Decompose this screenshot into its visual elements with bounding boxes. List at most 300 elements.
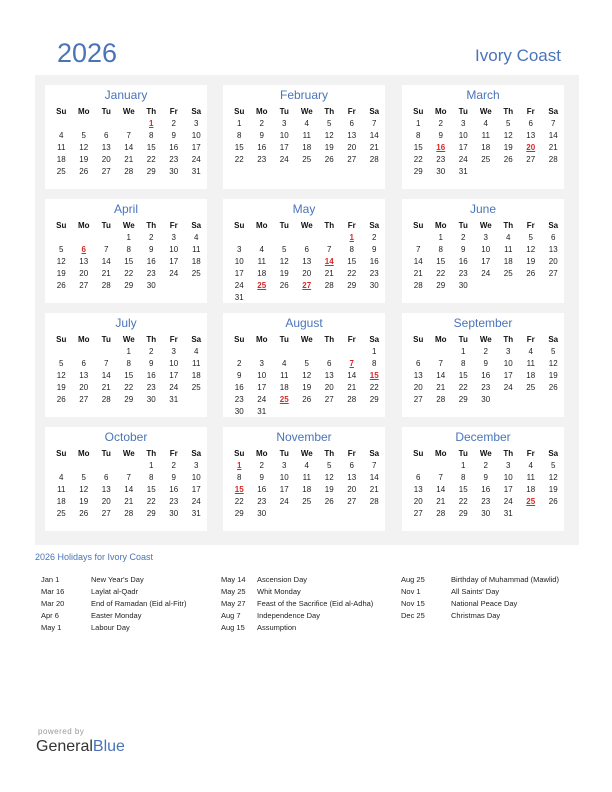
day-cell: 22 <box>146 497 156 506</box>
day-cell: 29 <box>458 509 468 518</box>
day-cell: 15 <box>124 257 134 266</box>
weekday-header: Tu <box>279 449 289 458</box>
month-name: February <box>279 88 329 102</box>
day-cell: 30 <box>481 395 491 404</box>
holidays-title: 2026 Holidays for Ivory Coast <box>35 552 154 562</box>
day-cell: 23 <box>146 269 156 278</box>
day-cell: 30 <box>169 509 179 518</box>
day-cell: 2 <box>149 233 154 242</box>
day-cell: 9 <box>259 473 264 482</box>
day-cell: 3 <box>171 347 176 356</box>
day-cell: 11 <box>192 245 201 254</box>
weekday-header: Mo <box>255 107 268 116</box>
day-cell: 14 <box>347 371 357 380</box>
day-cell: 2 <box>483 347 488 356</box>
day-cell: 11 <box>280 371 289 380</box>
day-cell: 31 <box>503 509 513 518</box>
holiday-row <box>221 574 373 586</box>
day-grid <box>228 448 386 520</box>
day-cell: 3 <box>282 119 287 128</box>
day-cell: 24 <box>503 383 513 392</box>
day-cell: 17 <box>503 371 513 380</box>
day-cell: 27 <box>347 497 357 506</box>
day-cell: 25 <box>526 383 536 392</box>
day-cell: 26 <box>56 395 66 404</box>
empty-cell <box>318 346 341 358</box>
holiday-row <box>221 586 373 598</box>
day-cell: 23 <box>257 155 267 164</box>
day-cell: 15 <box>436 257 446 266</box>
month-may <box>223 199 385 303</box>
day-cell: 24 <box>458 155 468 164</box>
weekday-header: Th <box>146 335 157 344</box>
holiday-date: Aug 25 <box>401 575 425 584</box>
day-cell: 24 <box>257 395 267 404</box>
day-cell: 6 <box>304 245 309 254</box>
day-cell: 30 <box>146 395 156 404</box>
month-august <box>223 313 385 417</box>
empty-cell <box>118 118 141 130</box>
day-cell: 17 <box>503 485 513 494</box>
day-cell: 21 <box>324 269 334 278</box>
day-cell: 7 <box>372 461 377 470</box>
day-grid <box>407 334 565 406</box>
weekday-header: Fr <box>526 449 535 458</box>
day-cell: 18 <box>56 497 66 506</box>
day-cell: 18 <box>257 269 267 278</box>
day-cell: 14 <box>369 473 379 482</box>
day-cell: 8 <box>237 473 242 482</box>
holiday-date: May 14 <box>221 575 246 584</box>
day-cell: 30 <box>234 407 244 416</box>
holiday-row <box>401 586 559 598</box>
empty-cell <box>228 232 251 244</box>
day-cell: 18 <box>279 383 289 392</box>
empty-cell <box>430 346 453 358</box>
day-cell: 7 <box>104 245 109 254</box>
day-cell: 11 <box>57 485 66 494</box>
day-cell: 27 <box>101 509 111 518</box>
day-cell: 18 <box>191 257 201 266</box>
day-cell: 3 <box>506 347 511 356</box>
empty-cell <box>341 346 364 358</box>
day-cell: 23 <box>169 497 179 506</box>
day-cell: 3 <box>282 461 287 470</box>
day-cell: 2 <box>372 233 377 242</box>
day-cell: 20 <box>79 383 89 392</box>
day-cell: 17 <box>191 485 201 494</box>
month-june <box>402 199 564 303</box>
holiday-row <box>41 622 186 634</box>
day-cell: 27 <box>79 281 89 290</box>
day-cell: 16 <box>481 485 491 494</box>
weekday-header: Fr <box>347 449 356 458</box>
weekday-header: We <box>122 221 135 230</box>
day-cell: 22 <box>124 383 134 392</box>
month-january <box>45 85 207 189</box>
day-cell: 17 <box>458 143 468 152</box>
month-december <box>402 427 564 531</box>
day-cell: 3 <box>483 233 488 242</box>
day-cell: 1 <box>461 347 466 356</box>
day-cell: 14 <box>124 143 134 152</box>
day-cell: 29 <box>458 395 468 404</box>
day-cell: 17 <box>234 269 244 278</box>
day-cell: 5 <box>551 461 556 470</box>
weekday-header: Th <box>324 449 335 458</box>
day-grid <box>228 220 386 304</box>
day-cell: 19 <box>56 269 66 278</box>
generalblue-logo[interactable] <box>36 738 125 756</box>
weekday-header: Th <box>503 335 514 344</box>
day-cell: 12 <box>548 359 558 368</box>
day-cell: 20 <box>324 383 334 392</box>
day-cell: 28 <box>369 497 379 506</box>
day-cell: 14 <box>436 371 446 380</box>
day-cell: 13 <box>347 473 357 482</box>
day-cell: 5 <box>59 359 64 368</box>
day-cell: 1 <box>126 233 131 242</box>
day-cell: 24 <box>234 281 244 290</box>
day-cell: 7 <box>372 119 377 128</box>
day-cell: 28 <box>124 509 134 518</box>
day-cell: 8 <box>149 473 154 482</box>
weekday-header: Sa <box>369 449 380 458</box>
day-cell: 12 <box>302 371 312 380</box>
day-cell: 6 <box>551 233 556 242</box>
day-cell: 7 <box>551 119 556 128</box>
weekday-header: Sa <box>191 221 202 230</box>
holiday-day-cell: 6 <box>81 245 86 254</box>
day-cell: 1 <box>237 119 242 128</box>
day-cell: 5 <box>81 473 86 482</box>
month-name: April <box>113 202 138 216</box>
weekday-header: Fr <box>169 449 178 458</box>
month-march <box>402 85 564 189</box>
day-cell: 11 <box>504 245 513 254</box>
day-cell: 18 <box>526 485 536 494</box>
weekday-header: Tu <box>458 449 468 458</box>
day-cell: 15 <box>146 485 156 494</box>
day-cell: 23 <box>257 497 267 506</box>
day-cell: 13 <box>526 131 536 140</box>
day-cell: 19 <box>324 485 334 494</box>
empty-cell <box>73 460 96 472</box>
day-cell: 5 <box>304 359 309 368</box>
holiday-name: Ascension Day <box>257 575 308 584</box>
day-cell: 17 <box>279 143 289 152</box>
weekday-header: Sa <box>369 107 380 116</box>
day-cell: 15 <box>124 371 134 380</box>
day-cell: 10 <box>279 131 289 140</box>
day-cell: 19 <box>56 383 66 392</box>
day-cell: 10 <box>169 245 179 254</box>
holiday-date: Mar 16 <box>41 587 65 596</box>
holiday-day-cell: 1 <box>149 119 154 128</box>
day-cell: 4 <box>194 347 199 356</box>
weekday-header: Mo <box>77 449 90 458</box>
weekday-header: We <box>300 449 313 458</box>
weekday-header: Sa <box>191 449 202 458</box>
day-cell: 6 <box>349 119 354 128</box>
day-cell: 29 <box>124 395 134 404</box>
day-cell: 21 <box>347 383 357 392</box>
weekday-header: Sa <box>548 107 559 116</box>
day-cell: 12 <box>324 131 334 140</box>
day-cell: 2 <box>149 347 154 356</box>
day-grid <box>50 220 208 292</box>
day-cell: 20 <box>548 257 558 266</box>
day-cell: 17 <box>169 371 179 380</box>
weekday-header: Fr <box>526 335 535 344</box>
holiday-row <box>221 610 373 622</box>
day-cell: 26 <box>79 509 89 518</box>
month-february <box>223 85 385 189</box>
day-cell: 25 <box>503 269 513 278</box>
holiday-date: Jan 1 <box>41 575 60 584</box>
weekday-header: Su <box>56 221 67 230</box>
weekday-header: Sa <box>548 449 559 458</box>
weekday-header: Sa <box>369 221 380 230</box>
weekday-header: Sa <box>548 335 559 344</box>
day-cell: 3 <box>194 119 199 128</box>
day-cell: 22 <box>234 497 244 506</box>
day-cell: 21 <box>436 383 446 392</box>
day-cell: 13 <box>101 485 111 494</box>
day-cell: 12 <box>79 143 89 152</box>
day-grid <box>228 106 386 166</box>
day-cell: 24 <box>503 497 513 506</box>
weekday-header: Su <box>234 449 245 458</box>
weekday-header: Su <box>234 335 245 344</box>
day-cell: 13 <box>413 371 423 380</box>
weekday-header: Sa <box>191 107 202 116</box>
empty-cell <box>50 346 73 358</box>
holiday-day-cell: 25 <box>257 281 267 290</box>
day-cell: 20 <box>79 269 89 278</box>
holiday-day-cell: 1 <box>349 233 354 242</box>
empty-cell <box>95 460 118 472</box>
country-title: Ivory Coast <box>475 46 561 65</box>
holiday-row <box>401 610 559 622</box>
day-cell: 5 <box>327 119 332 128</box>
day-cell: 11 <box>526 473 535 482</box>
weekday-header: Fr <box>347 221 356 230</box>
day-cell: 11 <box>257 257 266 266</box>
empty-cell <box>407 232 430 244</box>
month-name: August <box>285 316 323 330</box>
day-cell: 19 <box>324 143 334 152</box>
day-cell: 7 <box>416 245 421 254</box>
day-cell: 5 <box>551 347 556 356</box>
day-cell: 18 <box>56 155 66 164</box>
holiday-name: Feast of the Sacrifice (Eid al-Adha) <box>257 599 374 608</box>
day-cell: 4 <box>506 233 511 242</box>
day-cell: 30 <box>369 281 379 290</box>
day-cell: 31 <box>169 395 179 404</box>
day-cell: 2 <box>259 461 264 470</box>
logo-general-text: General <box>36 738 93 755</box>
day-cell: 11 <box>302 131 311 140</box>
day-cell: 29 <box>369 395 379 404</box>
weekday-header: Tu <box>101 107 111 116</box>
day-cell: 20 <box>101 497 111 506</box>
month-name: July <box>115 316 137 330</box>
day-cell: 8 <box>372 359 377 368</box>
day-cell: 30 <box>436 167 446 176</box>
day-cell: 10 <box>191 473 201 482</box>
weekday-header: Su <box>234 107 245 116</box>
weekday-header: Mo <box>255 221 268 230</box>
day-cell: 3 <box>171 233 176 242</box>
month-name: March <box>466 88 500 102</box>
day-cell: 14 <box>548 131 558 140</box>
day-cell: 16 <box>481 371 491 380</box>
empty-cell <box>430 460 453 472</box>
weekday-header: Mo <box>77 335 90 344</box>
day-grid <box>50 106 208 178</box>
day-cell: 15 <box>413 143 423 152</box>
day-cell: 24 <box>169 383 179 392</box>
day-cell: 22 <box>124 269 134 278</box>
day-cell: 19 <box>279 269 289 278</box>
day-cell: 12 <box>503 131 513 140</box>
day-cell: 13 <box>79 257 89 266</box>
day-cell: 12 <box>56 371 66 380</box>
day-cell: 30 <box>481 509 491 518</box>
day-cell: 6 <box>104 131 109 140</box>
day-cell: 8 <box>349 245 354 254</box>
day-cell: 23 <box>436 155 446 164</box>
holiday-day-cell: 25 <box>279 395 289 404</box>
weekday-header: We <box>479 449 492 458</box>
holiday-date: Apr 6 <box>41 611 59 620</box>
weekday-header: Sa <box>369 335 380 344</box>
day-cell: 9 <box>149 245 154 254</box>
day-cell: 2 <box>461 233 466 242</box>
day-cell: 8 <box>461 359 466 368</box>
day-cell: 18 <box>503 257 513 266</box>
day-cell: 27 <box>526 155 536 164</box>
day-cell: 17 <box>169 257 179 266</box>
day-cell: 2 <box>171 119 176 128</box>
day-cell: 17 <box>279 485 289 494</box>
holiday-name: End of Ramadan (Eid al-Fitr) <box>91 599 187 608</box>
holiday-date: Dec 25 <box>401 611 425 620</box>
day-cell: 15 <box>458 371 468 380</box>
day-cell: 28 <box>101 281 111 290</box>
day-cell: 8 <box>126 359 131 368</box>
holiday-column-3 <box>401 574 559 622</box>
day-cell: 2 <box>483 461 488 470</box>
day-cell: 22 <box>413 155 423 164</box>
weekday-header: Sa <box>191 335 202 344</box>
day-cell: 16 <box>169 485 179 494</box>
day-cell: 8 <box>237 131 242 140</box>
day-cell: 26 <box>56 281 66 290</box>
holiday-day-cell: 20 <box>526 143 536 152</box>
day-cell: 5 <box>528 233 533 242</box>
day-cell: 5 <box>59 245 64 254</box>
day-cell: 8 <box>126 245 131 254</box>
day-cell: 14 <box>101 257 111 266</box>
day-cell: 20 <box>347 485 357 494</box>
day-cell: 20 <box>413 497 423 506</box>
day-cell: 4 <box>59 473 64 482</box>
weekday-header: Th <box>324 335 335 344</box>
day-cell: 6 <box>416 473 421 482</box>
day-cell: 22 <box>146 155 156 164</box>
holiday-name: Independence Day <box>257 611 320 620</box>
day-cell: 31 <box>191 167 201 176</box>
day-cell: 16 <box>146 371 156 380</box>
day-cell: 14 <box>436 485 446 494</box>
holiday-column-2 <box>221 574 373 634</box>
holiday-date: May 27 <box>221 599 246 608</box>
holiday-day-cell: 15 <box>234 485 244 494</box>
day-cell: 1 <box>461 461 466 470</box>
day-cell: 24 <box>279 497 289 506</box>
day-cell: 26 <box>526 269 536 278</box>
day-cell: 4 <box>304 119 309 128</box>
weekday-header: Su <box>413 221 424 230</box>
day-cell: 9 <box>483 473 488 482</box>
weekday-header: Th <box>503 221 514 230</box>
holiday-row <box>41 574 186 586</box>
day-cell: 10 <box>169 359 179 368</box>
day-cell: 10 <box>234 257 244 266</box>
day-cell: 2 <box>259 119 264 128</box>
day-cell: 16 <box>146 257 156 266</box>
day-cell: 10 <box>503 359 513 368</box>
day-cell: 20 <box>302 269 312 278</box>
day-cell: 7 <box>126 131 131 140</box>
weekday-header: Mo <box>255 335 268 344</box>
day-cell: 21 <box>369 485 379 494</box>
day-grid <box>50 448 208 520</box>
holiday-day-cell: 1 <box>237 461 242 470</box>
weekday-header: Mo <box>77 107 90 116</box>
month-name: December <box>455 430 511 444</box>
weekday-header: Th <box>324 221 335 230</box>
day-cell: 8 <box>416 131 421 140</box>
day-cell: 22 <box>436 269 446 278</box>
day-cell: 9 <box>438 131 443 140</box>
empty-cell <box>228 346 251 358</box>
holiday-name: All Saints' Day <box>451 587 500 596</box>
empty-cell <box>50 118 73 130</box>
day-cell: 7 <box>438 473 443 482</box>
day-cell: 18 <box>481 143 491 152</box>
weekday-header: Mo <box>77 221 90 230</box>
day-cell: 27 <box>347 155 357 164</box>
holiday-date: Aug 7 <box>221 611 241 620</box>
day-cell: 18 <box>191 371 201 380</box>
day-grid <box>407 448 565 520</box>
weekday-header: We <box>479 335 492 344</box>
weekday-header: Su <box>413 107 424 116</box>
day-cell: 26 <box>302 395 312 404</box>
weekday-header: Sa <box>548 221 559 230</box>
day-cell: 28 <box>436 509 446 518</box>
day-cell: 21 <box>101 269 111 278</box>
day-cell: 28 <box>324 281 334 290</box>
day-cell: 27 <box>324 395 334 404</box>
day-cell: 21 <box>124 497 134 506</box>
empty-cell <box>251 346 274 358</box>
day-cell: 1 <box>438 233 443 242</box>
day-cell: 16 <box>257 143 267 152</box>
